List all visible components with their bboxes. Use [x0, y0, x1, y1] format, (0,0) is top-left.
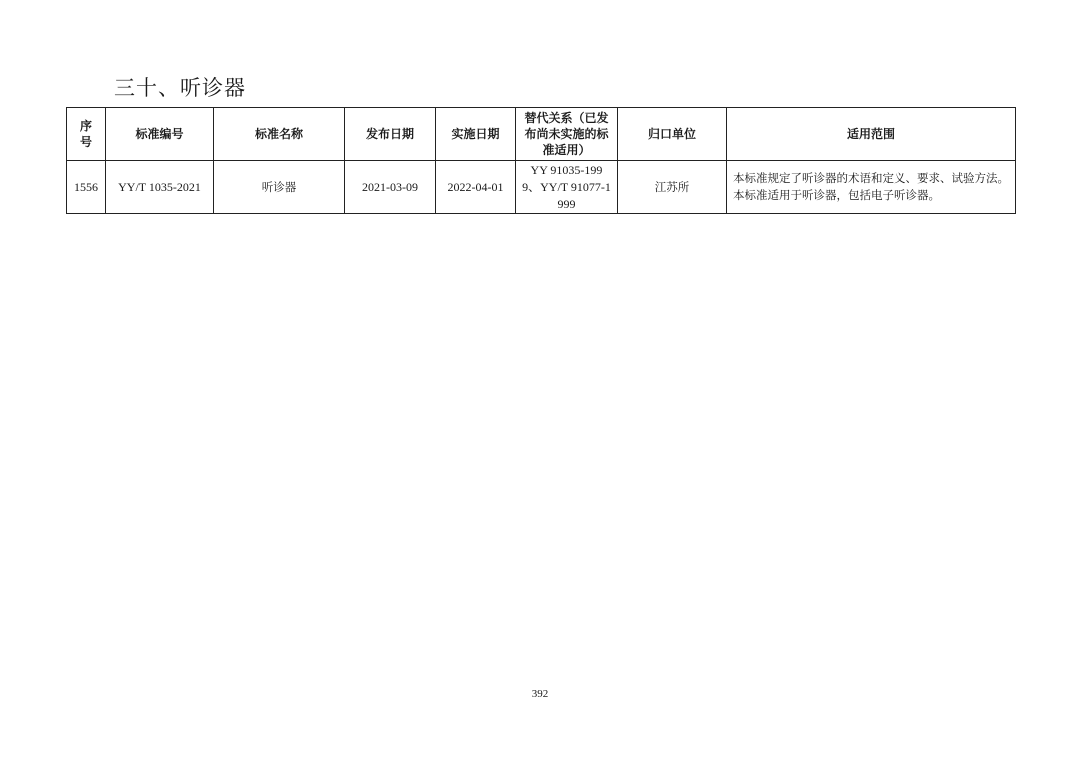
header-code: 标准编号 [106, 108, 214, 161]
standards-table [66, 107, 1016, 214]
table-header-row [67, 108, 1016, 161]
header-impl-date: 实施日期 [436, 108, 516, 161]
cell-code: YY/T 1035-2021 [106, 161, 214, 214]
section-title: 三十、听诊器 [114, 76, 246, 100]
header-scope: 适用范围 [727, 108, 1016, 161]
table-row [67, 161, 1016, 214]
page-number: 392 [531, 688, 549, 700]
cell-seq: 1556 [67, 161, 106, 214]
cell-replaces: YY 91035-1999、YY/T 91077-1999 [516, 161, 618, 214]
header-unit: 归口单位 [618, 108, 727, 161]
cell-unit: 江苏所 [618, 161, 727, 214]
cell-name: 听诊器 [214, 161, 345, 214]
cell-publish-date: 2021-03-09 [345, 161, 436, 214]
cell-impl-date: 2022-04-01 [436, 161, 516, 214]
header-replaces: 替代关系（已发布尚未实施的标准适用） [516, 108, 618, 161]
cell-scope: 本标准规定了听诊器的术语和定义、要求、试验方法。本标准适用于听诊器，包括电子听诊器。 [727, 161, 1016, 214]
header-publish-date: 发布日期 [345, 108, 436, 161]
header-name: 标准名称 [214, 108, 345, 161]
header-seq: 序号 [67, 108, 106, 161]
